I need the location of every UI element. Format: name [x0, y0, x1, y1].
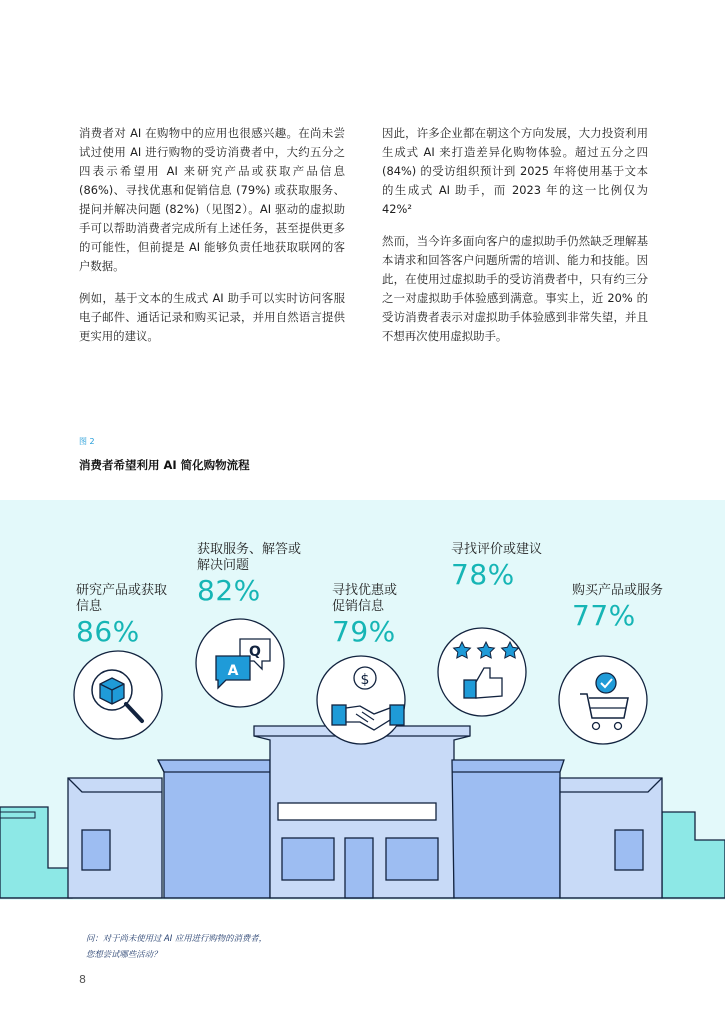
stat-label: 获取服务、解答或 [197, 542, 302, 557]
stat-percent: 82% [197, 574, 261, 607]
coin-symbol: $ [360, 672, 370, 688]
stat-label: 信息 [76, 599, 103, 614]
chat-a-text: A [227, 663, 239, 679]
stat-percent: 78% [451, 558, 515, 591]
left-tower [158, 760, 270, 898]
survey-question [86, 930, 267, 962]
left-column [79, 124, 345, 359]
qa-chat-icon [196, 619, 284, 707]
right-column [382, 124, 648, 359]
left-wing [68, 778, 162, 898]
storefront-illustration [0, 500, 725, 900]
shopping-cart-check-icon [559, 656, 647, 744]
stars-thumbs-up-icon [438, 628, 526, 716]
stat-label: 寻找优惠或 [332, 583, 398, 598]
left-paragraph-2: 例如，基于文本的生成式 AI 助手可以实时访问客服电子邮件、通话记录和购买记录，并用自然语言提供更实用的建议。 [79, 291, 345, 343]
stat-percent: 79% [332, 615, 396, 648]
figure-label: 图 2 [79, 437, 95, 446]
right-tower [452, 760, 564, 898]
figure-title: 消费者希望利用 AI 简化购物流程 [79, 458, 250, 472]
survey-question-line-1: 问：对于尚未使用过 AI 应用进行购物的消费者， [86, 933, 268, 943]
right-side-building [662, 812, 725, 898]
center-building [254, 726, 470, 898]
stat-label: 研究产品或获取 [76, 583, 168, 598]
left-paragraph-1: 消费者对 AI 在购物中的应用也很感兴趣。在尚未尝试过使用 AI 进行购物的受访消费者中，大约五分之四表示希望用 AI 来研究产品或获取产品信息 (86%)、寻找优惠和促销信息 (79%) 或获取服务、提问并解决问题 (82%)（见图2）。AI 驱动的虚拟助手可以帮助消费者完成所有上述任务，甚至提供更多的可能性，但前提是 AI 能够负责任地获取联网的客户数据。 [79, 126, 345, 273]
stat-label: 寻找评价或建议 [451, 542, 543, 557]
dollar-handshake-icon [317, 656, 405, 744]
stat-label: 促销信息 [332, 599, 385, 614]
stat-percent: 86% [76, 615, 140, 648]
page-number: 8 [79, 973, 86, 986]
stat-label: 解决问题 [197, 558, 250, 573]
stat-find-reviews [451, 542, 542, 592]
chat-q-text: Q [249, 644, 261, 660]
right-wing [560, 778, 662, 898]
stat-percent: 77% [572, 599, 636, 632]
left-side-building [0, 807, 72, 898]
stat-label: 购买产品或服务 [572, 583, 664, 598]
right-paragraph-2: 然而，当今许多面向客户的虚拟助手仍然缺乏理解基本请求和回答客户问题所需的培训、能力和技能。因此，在使用过虚拟助手的受访消费者中，只有约三分之一对虚拟助手体验感到满意。事实上，近 20% 的受访消费者表示对虚拟助手体验感到非常失望，并且不想再次使用虚拟助手。 [382, 234, 648, 343]
stat-get-service [197, 542, 301, 608]
stat-research-products [76, 583, 167, 649]
stat-find-deals [332, 583, 397, 649]
survey-question-line-2: 您想尝试哪些活动？ [86, 949, 162, 959]
right-paragraph-1: 因此，许多企业都在朝这个方向发展，大力投资利用生成式 AI 来打造差异化购物体验。超过五分之四 (84%) 的受访组织预计到 2025 年将使用基于文本的生成式 AI 助手，而 2023 年的这一比例仅为 42%² [382, 126, 648, 216]
stat-purchase [572, 583, 663, 633]
cube-magnifier-icon [74, 651, 162, 739]
